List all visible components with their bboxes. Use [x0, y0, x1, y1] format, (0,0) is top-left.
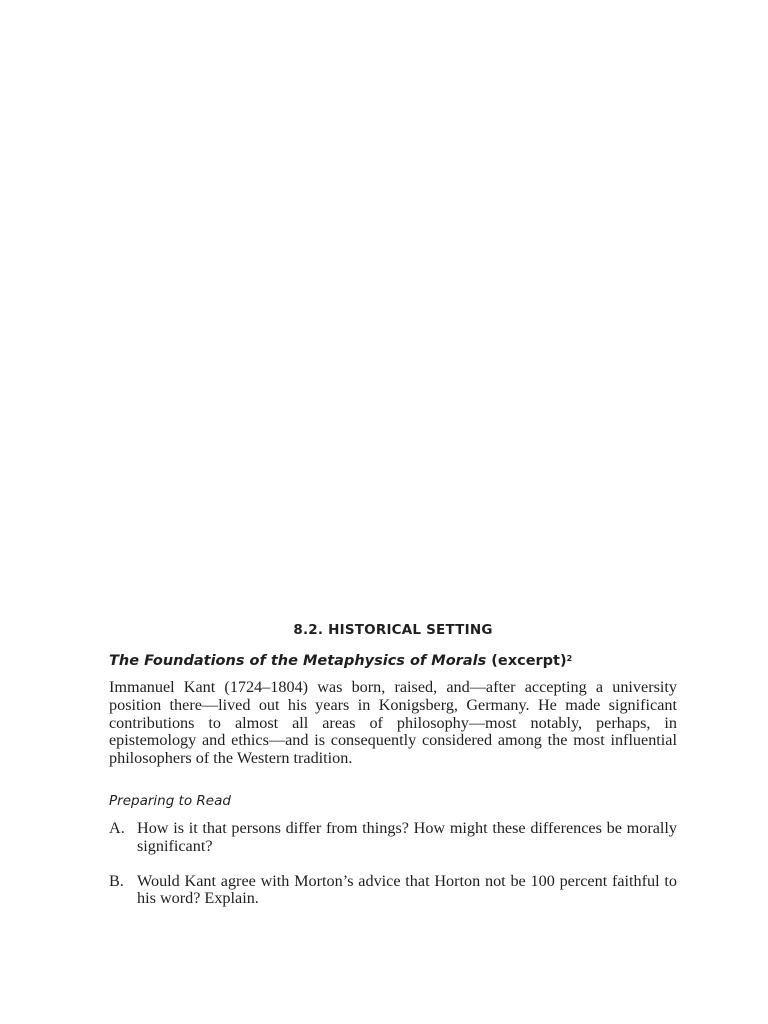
intro-paragraph: Immanuel Kant (1724–1804) was born, raised, and—after accepting a university position there—lived out his years in Konigsberg, Germany. He made significant contributions to almost all areas of philosophy—most notably, perhaps, in epistemology and ethics—and is consequently considered among the most influential philosophers of the Western tradition. — [109, 678, 677, 768]
question-text: Would Kant agree with Morton’s advice that Horton not be 100 percent faithful to his word? Explain. — [137, 871, 677, 908]
page-content — [109, 620, 677, 925]
footnote-marker[interactable]: 2 — [566, 654, 573, 663]
question-list — [109, 820, 677, 908]
question-letter: A. — [109, 818, 125, 837]
work-title — [109, 651, 677, 671]
preparing-heading: Preparing to Read — [109, 792, 231, 809]
question-item-b — [109, 873, 677, 909]
question-item-a — [109, 820, 677, 856]
work-title-suffix: (excerpt) — [486, 653, 567, 669]
question-letter: B. — [109, 871, 124, 890]
question-text: How is it that persons differ from things? How might these differences be morally significant? — [137, 818, 677, 855]
section-heading: 8.2. HISTORICAL SETTING — [293, 622, 493, 638]
work-title-italic: The Foundations of the Metaphysics of Morals — [109, 653, 487, 669]
